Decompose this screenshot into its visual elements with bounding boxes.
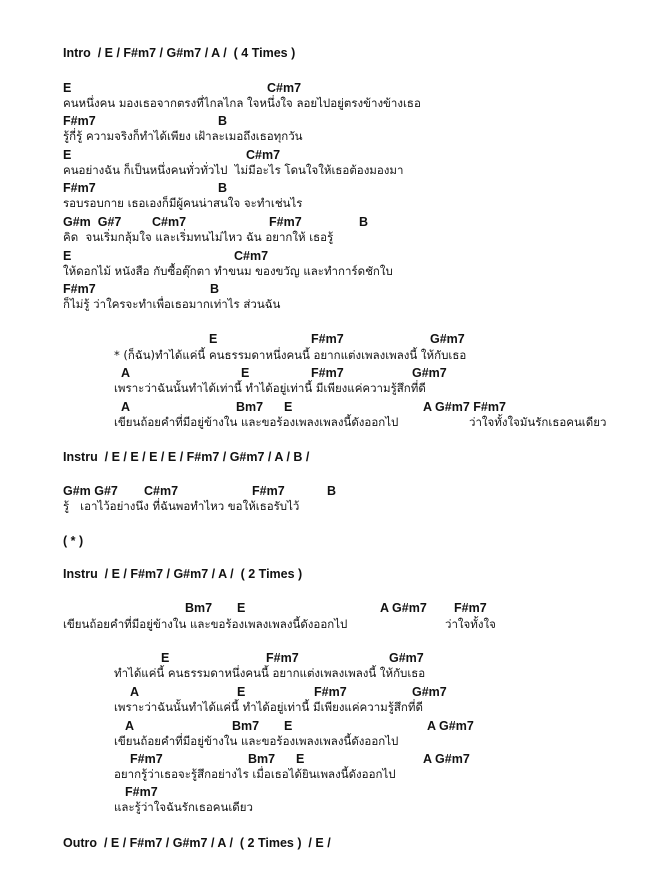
chord-fc-3b: Bm7 bbox=[232, 719, 260, 733]
lyric-ch-1: * (ก็ฉัน)ทำได้แค่นี้ คนธรรมดาหนึ่งคนนี้ อยากแต่งเพลงเพลงนี้ ให้กับเธอ bbox=[114, 348, 467, 362]
chord-v1-1b: C#m7 bbox=[267, 81, 302, 95]
outro-line: Outro / E / F#m7 / G#m7 / A / ( 2 Times ) / E / bbox=[63, 836, 331, 850]
chord-br-b: C#m7 bbox=[144, 484, 179, 498]
chord-fc-3c: E bbox=[284, 719, 293, 733]
lyric-fc-2: เพราะว่าฉันนั้นทำได้แค่นี้ ทำได้อยู่เท่านี้ มีเพียงแค่ความรู้สึกที่ดี bbox=[114, 700, 423, 714]
chord-v1-5a: G#m G#7 bbox=[63, 215, 122, 229]
chord-br2-a: Bm7 bbox=[185, 601, 213, 615]
lyric-v1-3: คนอย่างฉัน ก็เป็นหนึ่งคนทั่วทั่วไป ไม่มีอะไร โดนใจให้เธอต้องมองมา bbox=[63, 163, 404, 177]
lyric-ch-3b: ว่าใจทั้งใจมันรักเธอคนเดียว bbox=[469, 415, 607, 429]
chord-ch-2c: F#m7 bbox=[311, 366, 344, 380]
chord-ch-3c: E bbox=[284, 400, 293, 414]
chord-fc-5a: F#m7 bbox=[125, 785, 158, 799]
chord-fc-4b: Bm7 bbox=[248, 752, 276, 766]
lyric-ch-3: เขียนถ้อยคำที่มีอยู่ข้างใน และขอร้องเพลงเพลงนี้ดังออกไป bbox=[114, 415, 399, 429]
chord-v1-5d: B bbox=[359, 215, 369, 229]
chord-fc-3a: A bbox=[125, 719, 135, 733]
chord-v1-4b: B bbox=[218, 181, 228, 195]
lyric-br: รู้ เอาไว้อย่างนึง ที่ฉันพอทำไหว ขอให้เธอรับไว้ bbox=[63, 499, 300, 513]
chord-ch-3a: A bbox=[121, 400, 131, 414]
chord-v1-6b: C#m7 bbox=[234, 249, 269, 263]
chord-v1-3a: E bbox=[63, 148, 72, 162]
chord-v1-7b: B bbox=[210, 282, 220, 296]
chord-v1-5b: C#m7 bbox=[152, 215, 187, 229]
chord-fc-2d: G#m7 bbox=[412, 685, 447, 699]
lyric-br2: เขียนถ้อยคำที่มีอยู่ข้างใน และขอร้องเพลงเพลงนี้ดังออกไป bbox=[63, 617, 348, 631]
chord-br2-c: A G#m7 bbox=[380, 601, 427, 615]
chord-ch-2a: A bbox=[121, 366, 131, 380]
chord-ch-3d: A G#m7 F#m7 bbox=[423, 400, 506, 414]
chord-br-c: F#m7 bbox=[252, 484, 285, 498]
chord-fc-1b: F#m7 bbox=[266, 651, 299, 665]
chord-fc-1c: G#m7 bbox=[389, 651, 424, 665]
lyric-v1-7: ก็ไม่รู้ ว่าใครจะทำเพื่อเธอมากเท่าไร ส่วนฉัน bbox=[63, 297, 281, 311]
chord-v1-4a: F#m7 bbox=[63, 181, 96, 195]
chord-fc-4c: E bbox=[296, 752, 305, 766]
intro-line: Intro / E / F#m7 / G#m7 / A / ( 4 Times ) bbox=[63, 46, 296, 60]
chord-v1-7a: F#m7 bbox=[63, 282, 96, 296]
chord-br-a: G#m G#7 bbox=[63, 484, 118, 498]
chord-fc-4d: A G#m7 bbox=[423, 752, 470, 766]
chord-v1-1a: E bbox=[63, 81, 72, 95]
chord-v1-2a: F#m7 bbox=[63, 114, 96, 128]
chord-fc-3d: A G#m7 bbox=[427, 719, 474, 733]
chord-fc-4a: F#m7 bbox=[130, 752, 163, 766]
chord-v1-5c: F#m7 bbox=[269, 215, 302, 229]
lyric-v1-1: คนหนึ่งคน มองเธอจากตรงที่ไกลไกล ใจหนึ่งใจ ลอยไปอยู่ตรงข้างข้างเธอ bbox=[63, 96, 421, 110]
instru-line-1: Instru / E / E / E / E / F#m7 / G#m7 / A / B / bbox=[63, 450, 310, 464]
chord-ch-1b: F#m7 bbox=[311, 332, 344, 346]
chord-v1-3b: C#m7 bbox=[246, 148, 281, 162]
lyric-v1-5: คิด จนเริ่มกลุ้มใจ และเริ่มทนไม่ไหว ฉัน อยากให้ เธอรู้ bbox=[63, 230, 334, 244]
lyric-fc-5: และรู้ว่าใจฉันรักเธอคนเดียว bbox=[114, 800, 253, 814]
lyric-fc-1: ทำได้แค่นี้ คนธรรมดาหนึ่งคนนี้ อยากแต่งเพลงเพลงนี้ ให้กับเธอ bbox=[114, 666, 426, 680]
repeat-marker: ( * ) bbox=[63, 534, 84, 548]
lyric-v1-2: รู้กี่รู้ ความจริงก็ทำได้เพียง เฝ้าละเมอถึงเธอทุกวัน bbox=[63, 129, 303, 143]
chord-fc-2a: A bbox=[130, 685, 140, 699]
chord-v1-2b: B bbox=[218, 114, 228, 128]
lyric-ch-2: เพราะว่าฉันนั้นทำได้เท่านี้ ทำได้อยู่เท่านี้ มีเพียงแค่ความรู้สึกที่ดี bbox=[114, 381, 426, 395]
chord-br-d: B bbox=[327, 484, 337, 498]
lyric-v1-6: ให้ดอกไม้ หนังสือ กับซื้อตุ๊กตา ทำขนม ของขวัญ และทำการ์ดชักใบ bbox=[63, 264, 393, 278]
lyric-v1-4: รอบรอบกาย เธอเองก็มีผู้คนน่าสนใจ จะทำเช่นไร bbox=[63, 196, 303, 210]
lyric-fc-4: อยากรู้ว่าเธอจะรู้สึกอย่างไร เมื่อเธอได้ยินเพลงนี้ดังออกไป bbox=[114, 767, 396, 781]
chord-ch-2d: G#m7 bbox=[412, 366, 447, 380]
chord-br2-d: F#m7 bbox=[454, 601, 487, 615]
chord-ch-1c: G#m7 bbox=[430, 332, 465, 346]
lyric-fc-3: เขียนถ้อยคำที่มีอยู่ข้างใน และขอร้องเพลงเพลงนี้ดังออกไป bbox=[114, 734, 399, 748]
chord-ch-3b: Bm7 bbox=[236, 400, 264, 414]
chord-fc-1a: E bbox=[161, 651, 170, 665]
chord-br2-b: E bbox=[237, 601, 246, 615]
chord-v1-6a: E bbox=[63, 249, 72, 263]
instru-line-2: Instru / E / F#m7 / G#m7 / A / ( 2 Times ) bbox=[63, 567, 303, 581]
chord-fc-2c: F#m7 bbox=[314, 685, 347, 699]
chord-ch-1a: E bbox=[209, 332, 218, 346]
lyric-br2b: ว่าใจทั้งใจ bbox=[445, 617, 496, 631]
chord-ch-2b: E bbox=[241, 366, 250, 380]
chord-fc-2b: E bbox=[237, 685, 246, 699]
